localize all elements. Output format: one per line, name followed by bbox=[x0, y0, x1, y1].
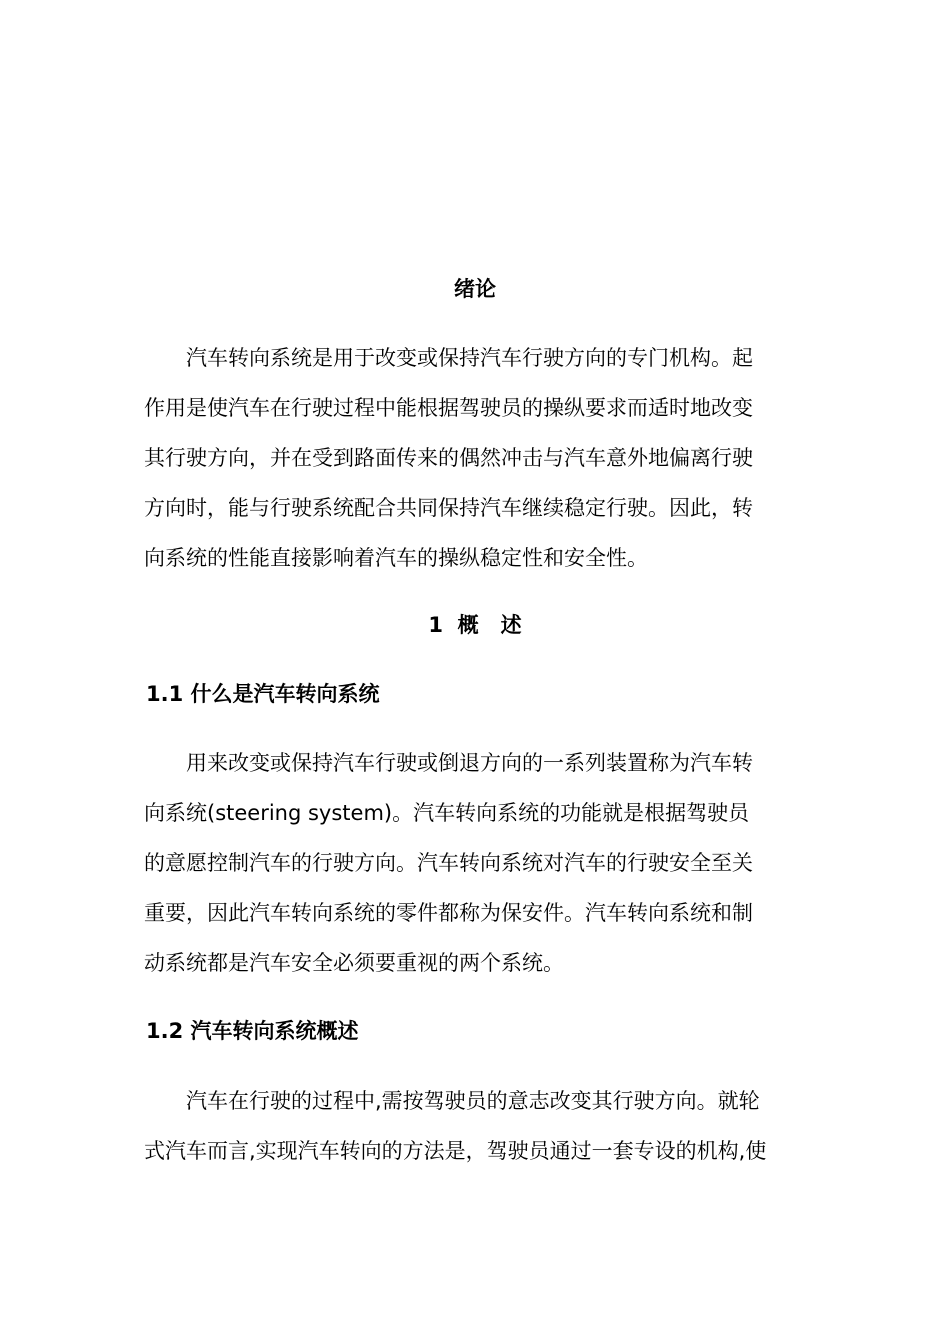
paragraph-line: 的意愿控制汽车的行驶方向。汽车转向系统对汽车的行驶安全至关 bbox=[144, 851, 753, 875]
paragraph-line: 用来改变或保持汽车行驶或倒退方向的一系列装置称为汽车转 bbox=[144, 751, 753, 775]
chapter-title: 1 概 述 bbox=[428, 613, 522, 637]
paragraph-line: 向系统的性能直接影响着汽车的操纵稳定性和安全性。 bbox=[144, 546, 648, 570]
paragraph-line: 向系统(steering system)。汽车转向系统的功能就是根据驾驶员 bbox=[144, 801, 750, 825]
paragraph-line: 动系统都是汽车安全必须要重视的两个系统。 bbox=[144, 951, 564, 975]
section-1-1-title: 1.1 什么是汽车转向系统 bbox=[146, 682, 380, 706]
paragraph-line: 其行驶方向，并在受到路面传来的偶然冲击与汽车意外地偏离行驶 bbox=[144, 446, 753, 470]
intro-paragraph bbox=[144, 333, 806, 583]
intro-title: 绪论 bbox=[454, 277, 496, 301]
paragraph-line: 汽车转向系统是用于改变或保持汽车行驶方向的专门机构。起 bbox=[144, 346, 753, 370]
paragraph-line: 方向时，能与行驶系统配合共同保持汽车继续稳定行驶。因此，转 bbox=[144, 496, 753, 520]
paragraph-line: 式汽车而言,实现汽车转向的方法是，驾驶员通过一套专设的机构,使 bbox=[144, 1139, 767, 1163]
section-1-2-paragraph bbox=[144, 1076, 806, 1176]
section-1-1-paragraph bbox=[144, 738, 806, 988]
paragraph-line: 作用是使汽车在行驶过程中能根据驾驶员的操纵要求而适时地改变 bbox=[144, 396, 753, 420]
paragraph-line: 重要，因此汽车转向系统的零件都称为保安件。汽车转向系统和制 bbox=[144, 901, 753, 925]
paragraph-line: 汽车在行驶的过程中,需按驾驶员的意志改变其行驶方向。就轮 bbox=[144, 1089, 760, 1113]
section-1-2-title: 1.2 汽车转向系统概述 bbox=[146, 1019, 359, 1043]
